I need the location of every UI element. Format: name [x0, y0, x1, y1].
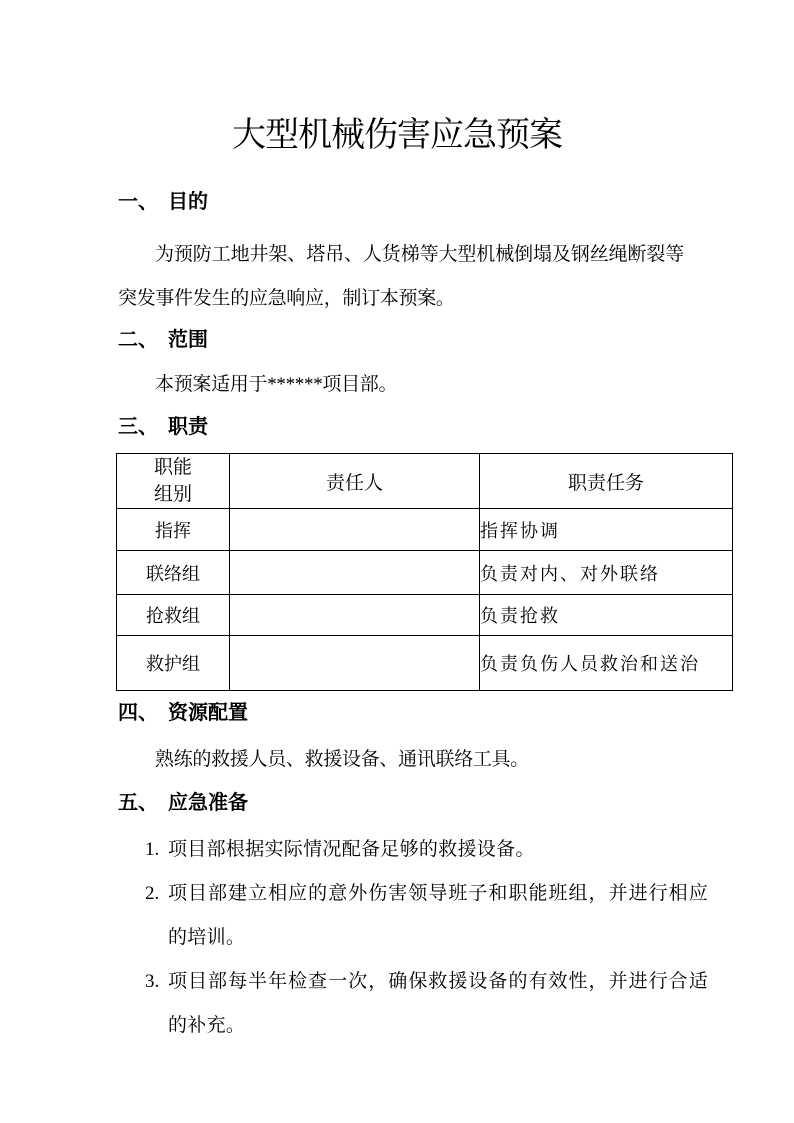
- header-cell-duty: 职责任务: [480, 454, 733, 509]
- table-row: [117, 551, 733, 595]
- header-cell-group: [117, 454, 230, 509]
- table-row: [117, 509, 733, 551]
- duty-cell: 负责对内、对外联络: [480, 551, 733, 595]
- scope-paragraph: 本预案适用于******项目部。: [155, 374, 398, 395]
- person-cell: [230, 595, 480, 636]
- list-item-text: 项目部每半年检查一次，确保救援设备的有效性，并进行合适的补充。: [168, 971, 708, 1036]
- section-label: 应急准备: [168, 792, 248, 814]
- person-cell: [230, 636, 480, 691]
- list-item: [145, 872, 708, 960]
- list-item-text: 项目部根据实际情况配备足够的救援设备。: [168, 839, 535, 860]
- section-number: 二、: [118, 329, 158, 351]
- group-cell: 指挥: [117, 509, 230, 551]
- section-number: 四、: [118, 702, 158, 724]
- table-header-row: [117, 454, 733, 509]
- preparation-list: [145, 828, 708, 1048]
- list-item-text: 项目部建立相应的意外伤害领导班子和职能班组，并进行相应的培训。: [168, 883, 708, 948]
- list-item-number: 1.: [145, 839, 160, 860]
- section-number: 三、: [118, 416, 158, 438]
- list-item: [145, 960, 708, 1048]
- section-label: 资源配置: [168, 702, 248, 724]
- group-cell: 联络组: [117, 551, 230, 595]
- purpose-paragraph: 为预防工地井架、塔吊、人货梯等大型机械倒塌及钢丝绳断裂等突发事件发生的应急响应，制订本预案。: [118, 244, 684, 309]
- header-group-line2: 组别: [153, 484, 192, 505]
- responsibility-table: [116, 453, 733, 691]
- duty-cell: 指挥协调: [480, 509, 733, 551]
- section-label: 职责: [168, 416, 208, 438]
- duty-cell: 负责抢救: [480, 595, 733, 636]
- person-cell: [230, 509, 480, 551]
- resources-paragraph: 熟练的救援人员、救援设备、通讯联络工具。: [155, 749, 530, 770]
- table-row: [117, 636, 733, 691]
- group-cell: 救护组: [117, 636, 230, 691]
- list-item-number: 2.: [145, 883, 160, 904]
- section-heading-responsibility: [118, 413, 208, 441]
- section-number: 五、: [118, 792, 158, 814]
- section-number: 一、: [118, 191, 158, 213]
- document-title: 大型机械伤害应急预案: [232, 117, 562, 154]
- list-item-number: 3.: [145, 971, 160, 992]
- person-cell: [230, 551, 480, 595]
- table-row: [117, 595, 733, 636]
- duty-cell: 负责负伤人员救治和送治: [480, 636, 733, 691]
- list-item: [145, 828, 708, 872]
- section-heading-scope: [118, 326, 208, 354]
- header-group-line1: 职能: [153, 457, 192, 478]
- section-label: 目的: [168, 191, 208, 213]
- group-cell: 抢救组: [117, 595, 230, 636]
- section-heading-resources: [118, 699, 248, 727]
- section-heading-purpose: [118, 188, 208, 216]
- section-heading-preparation: [118, 789, 248, 817]
- header-cell-person: 责任人: [230, 454, 480, 509]
- section-label: 范围: [168, 329, 208, 351]
